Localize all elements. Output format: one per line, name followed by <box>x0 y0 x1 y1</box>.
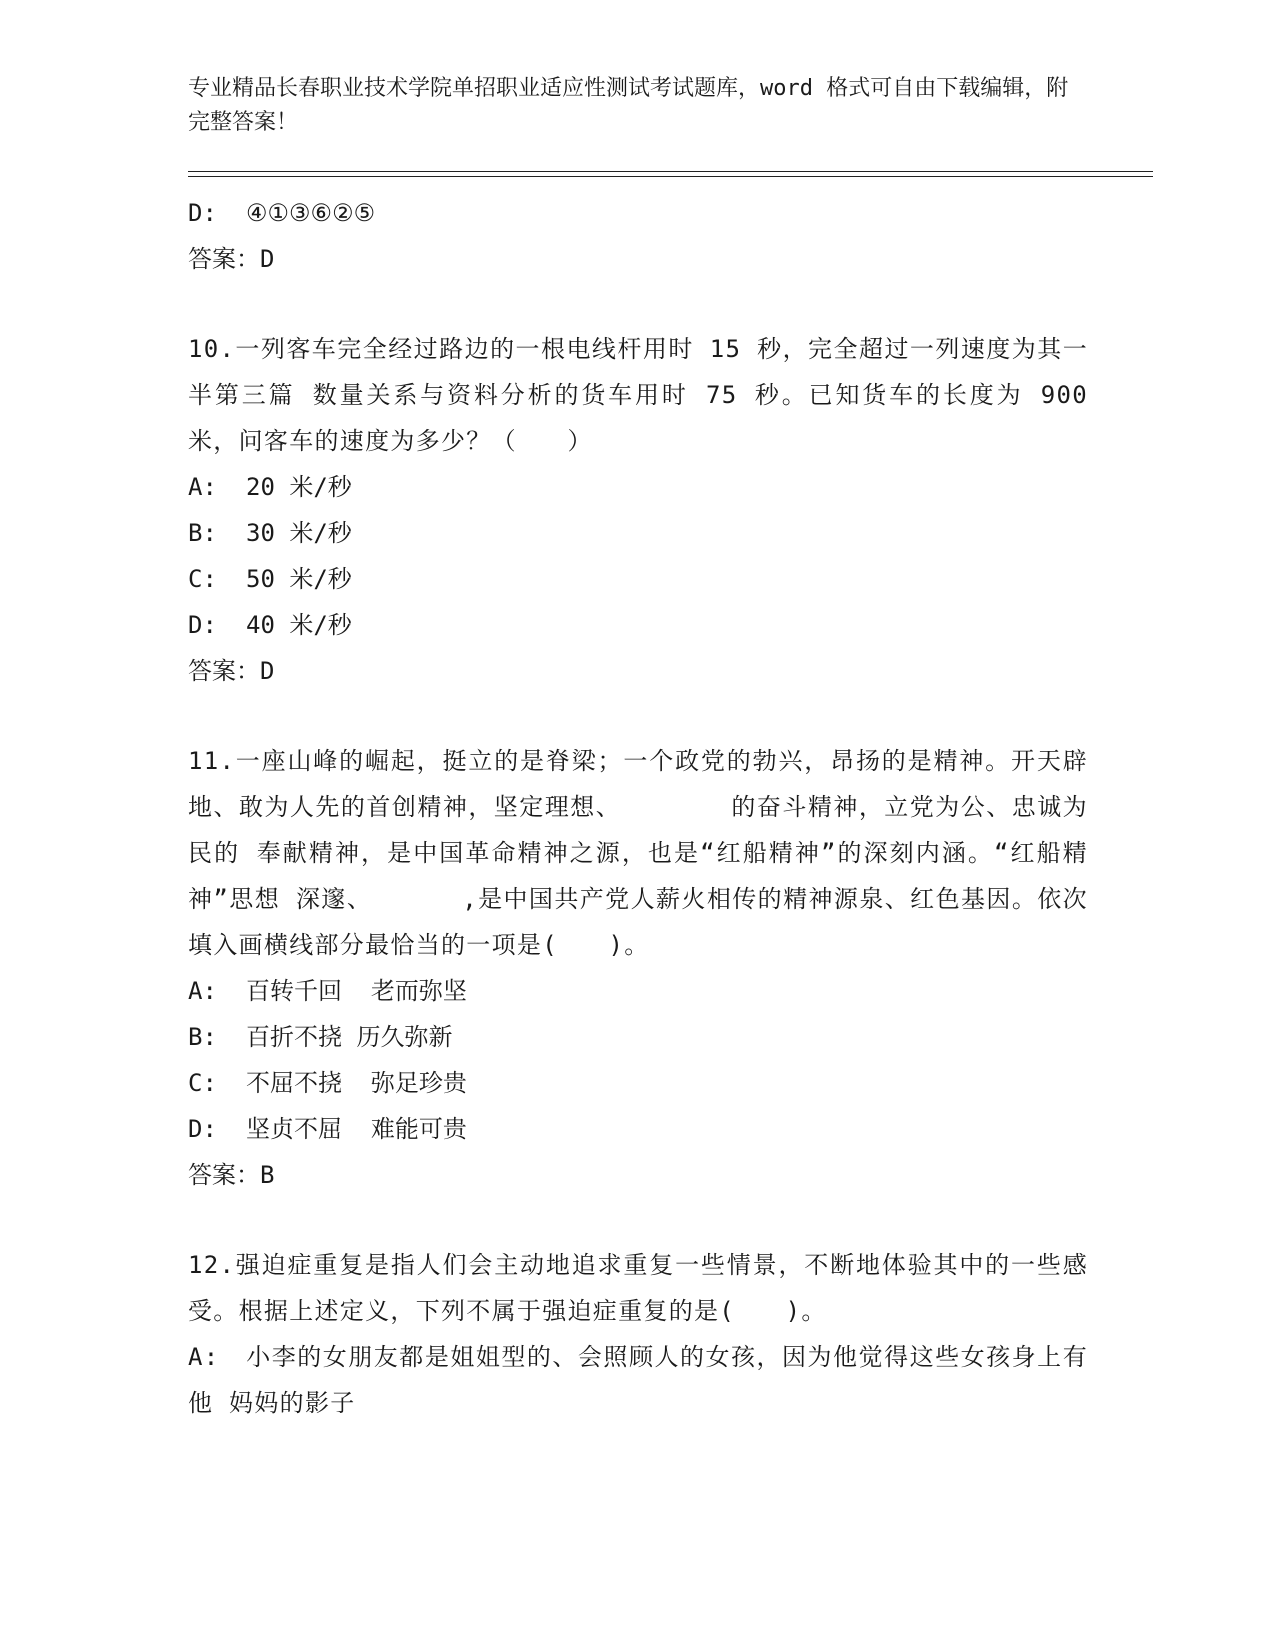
page-header: 专业精品长春职业技术学院单招职业适应性测试考试题库，word 格式可自由下载编辑，附完整答案！ <box>188 76 1069 135</box>
option-label: A: <box>188 977 217 1005</box>
q9-option-d <box>188 190 1088 236</box>
option-text: 不屈不挠 弥足珍贵 <box>246 1069 467 1097</box>
q12-option-a <box>188 1334 1088 1426</box>
option-text: 30 米/秒 <box>246 519 352 547</box>
option-text: ④①③⑥②⑤ <box>246 199 376 227</box>
q11-stem <box>188 738 1088 968</box>
option-text: 坚贞不屈 难能可贵 <box>246 1115 467 1143</box>
q11-stem-part2: 的奋斗精神，立党为公、忠诚为民的 奉献精神，是中国革命精神之源，也是“红船精神”的深刻内涵。“红船精神”思想 深邃、 <box>188 793 1088 913</box>
q11-option-d <box>188 1106 1088 1152</box>
option-text: 40 米/秒 <box>246 611 352 639</box>
q9-answer: 答案：D <box>188 245 275 273</box>
option-label: D: <box>188 199 217 227</box>
option-label: B: <box>188 519 217 547</box>
option-text: 50 米/秒 <box>246 565 352 593</box>
q11-answer: 答案：B <box>188 1161 275 1189</box>
option-label: D: <box>188 1115 217 1143</box>
option-text: 百折不挠 历久弥新 <box>246 1023 453 1051</box>
q10-stem: 10.一列客车完全经过路边的一根电线杆用时 15 秒，完全超过一列速度为其一半第三篇 数量关系与资料分析的货车用时 75 秒。已知货车的长度为 900 米，问客车的速度为多少？（ ） <box>188 335 1088 455</box>
option-text: 小李的女朋友都是姐姐型的、会照顾人的女孩，因为他觉得这些女孩身上有他 妈妈的影子 <box>188 1343 1088 1417</box>
header-rule-top <box>188 171 1153 172</box>
q10-answer: 答案：D <box>188 657 275 685</box>
header-rule-bottom <box>188 176 1153 177</box>
q10-option-c <box>188 556 1088 602</box>
q10-option-a <box>188 464 1088 510</box>
q11-option-b <box>188 1014 1088 1060</box>
document-body <box>188 190 1088 1426</box>
option-label: D: <box>188 611 217 639</box>
option-text: 20 米/秒 <box>246 473 352 501</box>
q11-option-c <box>188 1060 1088 1106</box>
q11-option-a <box>188 968 1088 1014</box>
q11-stem-part3: ,是中国共产党人薪火相传的精神源泉、红色基因。依次填入画横线部分最恰当的一项是( )。 <box>188 885 1088 959</box>
q12-stem: 12.强迫症重复是指人们会主动地追求重复一些情景，不断地体验其中的一些感受。根据上述定义，下列不属于强迫症重复的是( )。 <box>188 1251 1088 1325</box>
q10-option-d <box>188 602 1088 648</box>
option-label: A: <box>188 1343 220 1371</box>
option-label: A: <box>188 473 217 501</box>
option-label: C: <box>188 565 217 593</box>
q10-option-b <box>188 510 1088 556</box>
option-text: 百转千回 老而弥坚 <box>246 977 467 1005</box>
option-label: C: <box>188 1069 217 1097</box>
option-label: B: <box>188 1023 217 1051</box>
q11-stem-part1: 11.一座山峰的崛起，挺立的是脊梁；一个政党的勃兴，昂扬的是精神。开天辟 地、敢为人先的首创精神，坚定理想、 <box>188 747 1088 821</box>
